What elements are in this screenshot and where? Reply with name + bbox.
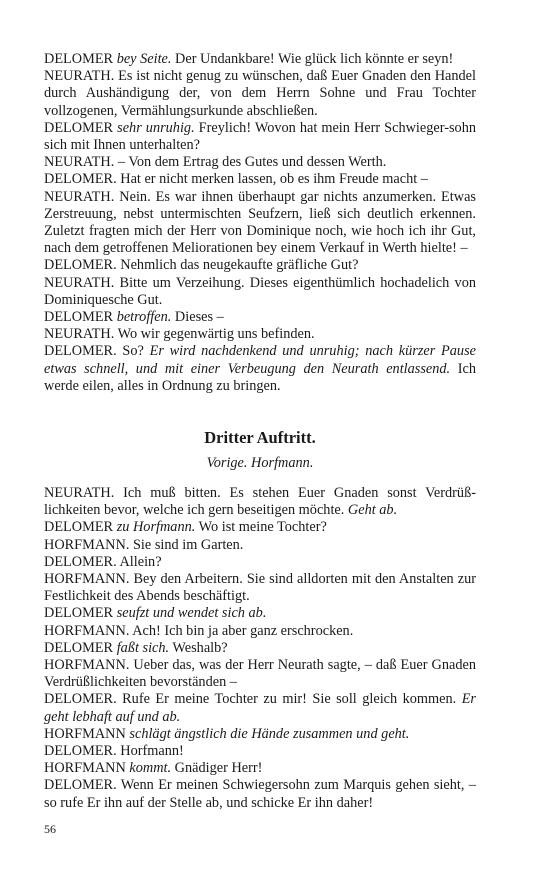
dialogue-line bbox=[44, 519, 476, 536]
dialogue-line bbox=[44, 537, 476, 554]
spoken-text: Weshalb? bbox=[169, 639, 228, 656]
dialogue-line bbox=[44, 275, 476, 309]
speaker-name: NEURATH. bbox=[44, 68, 115, 85]
speaker-name: DELOMER. bbox=[44, 343, 117, 360]
dialogue-line bbox=[44, 691, 476, 725]
spoken-text: So? bbox=[116, 343, 150, 360]
spoken-text: Der Undankbare! Wie glück lich könnte er seyn! bbox=[171, 51, 454, 67]
stage-direction: faßt sich. bbox=[116, 639, 170, 656]
speaker-name: DELOMER bbox=[44, 119, 114, 136]
spoken-text: Ach! Ich bin ja aber ganz erschrocken. bbox=[129, 622, 354, 639]
dialogue-line bbox=[44, 726, 476, 743]
spoken-text: Allein? bbox=[116, 553, 162, 570]
scene-cast: Vorige. Horfmann. bbox=[206, 455, 314, 471]
spoken-text: Gnädiger Herr! bbox=[171, 760, 263, 777]
speaker-name: DELOMER bbox=[44, 639, 114, 656]
dialogue-line bbox=[44, 605, 476, 622]
dialogue-line bbox=[44, 657, 476, 691]
dialogue-line bbox=[44, 326, 476, 343]
speaker-name: HORFMANN bbox=[44, 760, 126, 777]
dialogue-line bbox=[44, 343, 476, 395]
speaker-name: DELOMER bbox=[44, 309, 114, 326]
speaker-name: DELOMER. bbox=[44, 553, 117, 570]
speaker-name: NEURATH. bbox=[44, 188, 115, 205]
stage-direction: zu Horfmann. bbox=[116, 519, 196, 536]
speaker-name: DELOMER bbox=[44, 51, 114, 67]
spoken-text: Wo wir gegenwärtig uns befinden. bbox=[114, 326, 315, 343]
page-number: 56 bbox=[44, 822, 56, 836]
stage-direction: schlägt ängstlich die Hände zusammen und geht. bbox=[129, 725, 410, 742]
speaker-name: DELOMER. bbox=[44, 777, 117, 794]
dialogue-line bbox=[44, 571, 476, 605]
dialogue-line bbox=[44, 154, 476, 171]
spoken-text: Rufe Er meine Tochter zu mir! Sie soll gleich kommen. bbox=[116, 691, 462, 708]
dialogue-line bbox=[44, 640, 476, 657]
speaker-name: DELOMER. bbox=[44, 743, 117, 760]
stage-direction: Er wird nachdenkend und unruhig; nach kürzer Pause etwas schnell, und mit einer Verbeugung den Neurath entlassend. bbox=[44, 343, 476, 377]
dialogue-line bbox=[44, 309, 476, 326]
dialogue-line bbox=[44, 120, 476, 154]
dialogue-line bbox=[44, 760, 476, 777]
speaker-name: HORFMANN. bbox=[44, 536, 130, 553]
scene-dialogue-2 bbox=[44, 485, 476, 812]
speaker-name: DELOMER. bbox=[44, 691, 117, 708]
speaker-name: HORFMANN. bbox=[44, 571, 130, 588]
spoken-text: Dieses – bbox=[171, 309, 224, 326]
dialogue-line bbox=[44, 743, 476, 760]
stage-direction: bey Seite. bbox=[116, 51, 172, 67]
speaker-name: NEURATH. bbox=[44, 485, 115, 501]
spoken-text: Bey den Arbeitern. Sie sind alldorten mit den Anstalten zur Festlichkeit des Abends beschäftigt. bbox=[44, 571, 476, 605]
speaker-name: HORFMANN bbox=[44, 725, 126, 742]
speaker-name: DELOMER bbox=[44, 519, 114, 536]
dialogue-line bbox=[44, 189, 476, 258]
spoken-text: Horfmann! bbox=[116, 743, 184, 760]
spoken-text: Nein. Es war ihnen überhaupt gar nichts anzumerken. Etwas Zerstreuung, nebst untermischten Seufzern, ließ sich deutlich erkennen. Zuletzt fragten mich der Herr von Dominique noch, wie hoch ich ihr Gut, nach dem getroffenen Meliorationen bey einem Verkauf in Werth hielte! – bbox=[44, 188, 476, 257]
dialogue-line bbox=[44, 257, 476, 274]
dialogue-line bbox=[44, 171, 476, 188]
dialogue-line bbox=[44, 485, 476, 519]
dialogue-line bbox=[44, 777, 476, 811]
spoken-text: Es ist nicht genug zu wünschen, daß Euer Gnaden den Handel durch Aushändigung der, von dem Herrn Sohne und Frau Tochter vollzogenen, Vermählungsurkunde abschließen. bbox=[44, 68, 476, 119]
spoken-text: Nehmlich das neugekaufte gräfliche Gut? bbox=[116, 257, 359, 274]
dialogue-line bbox=[44, 51, 476, 68]
spoken-text: Ueber das, was der Herr Neurath sagte, – daß Euer Gnaden Verdrüßlichkeiten bevorständen – bbox=[44, 657, 476, 691]
stage-direction: seufzt und wendet sich ab. bbox=[116, 605, 267, 622]
speaker-name: NEURATH. bbox=[44, 326, 115, 343]
spoken-text: Ich werde eilen, alles in Ordnung zu bringen. bbox=[44, 360, 476, 394]
speaker-name: NEURATH. bbox=[44, 154, 115, 171]
speaker-name: DELOMER. bbox=[44, 257, 117, 274]
stage-direction: kommt. bbox=[129, 760, 172, 777]
speaker-name: DELOMER bbox=[44, 605, 114, 622]
speaker-name: HORFMANN. bbox=[44, 622, 130, 639]
spoken-text: Hat er nicht merken lassen, ob es ihm Freude macht – bbox=[116, 171, 428, 188]
dialogue-line bbox=[44, 623, 476, 640]
spoken-text: – Von dem Ertrag des Gutes und dessen Werth. bbox=[114, 154, 387, 171]
speaker-name: DELOMER. bbox=[44, 171, 117, 188]
scene-heading: Dritter Auftritt. bbox=[204, 428, 316, 447]
spoken-text: Wenn Er meinen Schwiegersohn zum Marquis gehen sieht, – so rufe Er ihn auf der Stelle ab, und schicke Er ihn daher! bbox=[44, 777, 476, 811]
spoken-text: Freylich! Wovon hat mein Herr Schwieger-sohn sich mit Ihnen unterhalten? bbox=[44, 119, 476, 154]
speaker-name: NEURATH. bbox=[44, 274, 115, 291]
spoken-text: Ich muß bitten. Es stehen Euer Gnaden sonst Verdrüß-lichkeiten bevor, welche ich gern beseitigen möchte. bbox=[44, 485, 476, 519]
speaker-name: HORFMANN. bbox=[44, 657, 130, 674]
dialogue-line bbox=[44, 554, 476, 571]
stage-direction: Geht ab. bbox=[347, 502, 398, 519]
spoken-text: Wo ist meine Tochter? bbox=[195, 519, 327, 536]
spoken-text: Sie sind im Garten. bbox=[129, 536, 244, 553]
dialogue-line bbox=[44, 68, 476, 120]
stage-direction: sehr unruhig. bbox=[117, 119, 195, 136]
scene-dialogue-1 bbox=[44, 51, 476, 395]
stage-direction: betroffen. bbox=[116, 309, 172, 326]
spoken-text: Bitte um Verzeihung. Dieses eigenthümlich hochadelich von Dominiquesche Gut. bbox=[44, 274, 476, 308]
stage-direction: Er geht lebhaft auf und ab. bbox=[44, 691, 476, 725]
